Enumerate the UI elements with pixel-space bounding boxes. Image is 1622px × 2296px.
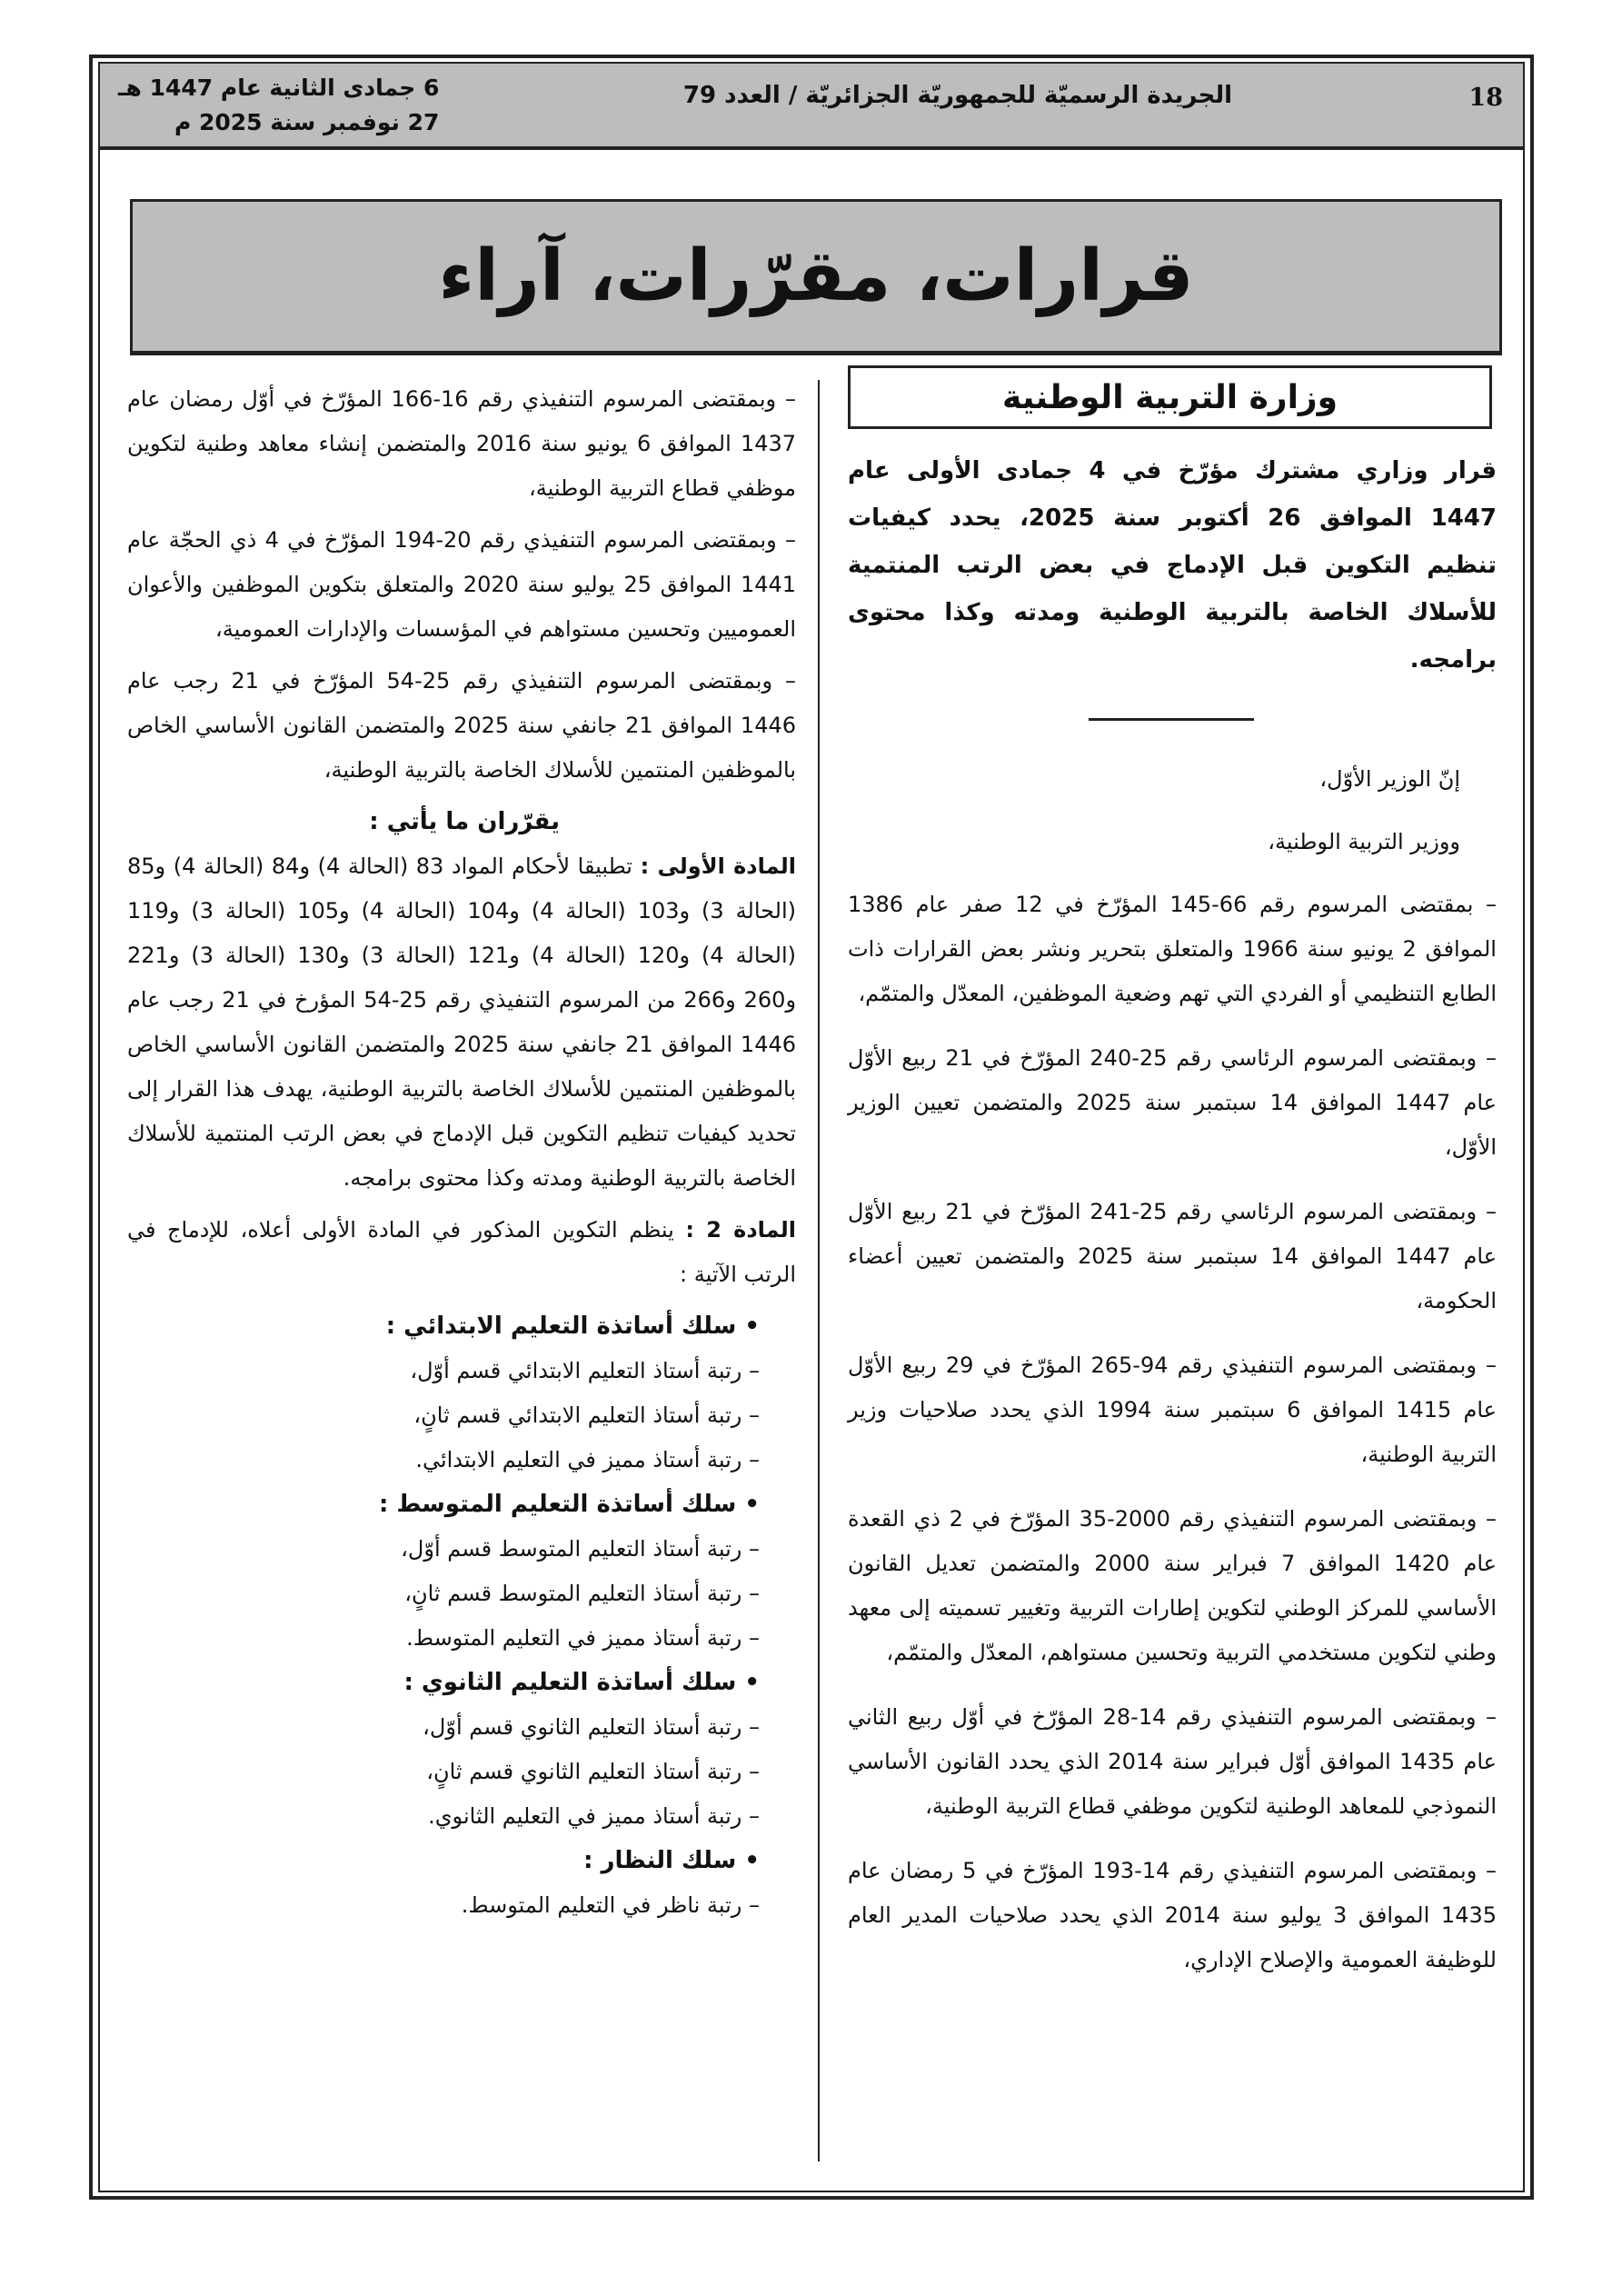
gregorian-date: 27 نوفمبر سنة 2025 م: [174, 109, 440, 135]
preamble-paragraph: – وبمقتضى المرسوم التنفيذي رقم 2000-35 المؤرّخ في 2 ذي القعدة عام 1420 الموافق 7 فبراير سنة 2000 والمتضمن تعديل القانون الأساسي للمركز الوطني لتكوين إطارات التربية وتغيير تسميته إلى معهد وطني لتكوين مستخدمي التربية وتحسين مستواهم، المعدّل والمتمّم،: [848, 1506, 1498, 1665]
decision-title: قرار وزاري مشترك مؤرّخ في 4 جمادى الأولى عام 1447 الموافق 26 أكتوبر سنة 2025، يحدد كيفيات تنظيم التكوين قبل الإدماج في بعض الرتب المنتمية للأسلاك الخاصة بالتربية الوطنية ومدته وكذا محتوى برامجه.: [848, 457, 1498, 674]
corps-title: • سلك أساتذة التعليم المتوسط :: [378, 1491, 760, 1518]
rank-item: – رتبة أستاذ مميز في التعليم المتوسط.: [406, 1625, 760, 1651]
rank-item: – رتبة أستاذ مميز في التعليم الثانوي.: [428, 1803, 760, 1829]
separator-rule: [1089, 718, 1254, 721]
right-column: [848, 365, 1497, 2002]
article-1-text: تطبيقا لأحكام المواد 83 (الحالة 4) و84 (الحالة 4) و85 (الحالة 3) و103 (الحالة 4) و104 (الحالة 4) و105 (الحالة 3) و119 (الحالة 4) و120 (الحالة 4) و121 (الحالة 3) و130 (الحالة 3) و221 و260 و266 من المرسوم التنفيذي رقم 25-54 المؤرخ في 21 رجب عام 1446 الموافق 21 جانفي سنة 2025 والمتضمن القانون الأساسي الخاص بالموظفين المنتمين للأسلاك الخاصة بالتربية الوطنية، يهدف هذا القرار إلى تحديد كيفيات تنظيم التكوين قبل الإدماج في بعض الرتب المنتمية للأسلاك الخاصة بالتربية الوطنية ومدته وكذا محتوى برامجه.: [127, 854, 797, 1191]
intro-line: إنّ الوزير الأوّل،: [1319, 766, 1460, 792]
article-2: [127, 1208, 796, 1297]
article-2-label: المادة 2 :: [685, 1217, 797, 1243]
rank-item: – رتبة أستاذ التعليم الثانوي قسم أوّل،: [423, 1714, 760, 1740]
column-divider: [818, 380, 820, 2161]
preamble-paragraph: – وبمقتضى المرسوم التنفيذي رقم 25-54 المؤرّخ في 21 رجب عام 1446 الموافق 21 جانفي سنة 2025 والمتضمن القانون الأساسي الخاص بالموظفين المنتمين للأسلاك الخاصة بالتربية الوطنية،: [127, 668, 797, 783]
gazette-header: [100, 64, 1523, 150]
preamble-paragraph: – وبمقتضى المرسوم التنفيذي رقم 16-166 المؤرّخ في أوّل رمضان عام 1437 الموافق 6 يونيو سنة 2016 والمتضمن إنشاء معاهد وطنية لتكوين موظفي قطاع التربية الوطنية،: [127, 386, 797, 501]
left-column: [127, 377, 796, 1928]
intro-line: ووزير التربية الوطنية،: [1268, 829, 1460, 854]
rank-item: – رتبة أستاذ التعليم المتوسط قسم ثانٍ،: [404, 1581, 760, 1606]
article-1-label: المادة الأولى :: [640, 854, 796, 879]
ministry-name: وزارة التربية الوطنية: [1001, 378, 1338, 416]
preamble-paragraph: – وبمقتضى المرسوم التنفيذي رقم 94-265 المؤرّخ في 29 ربيع الأوّل عام 1415 الموافق 6 سبتمبر سنة 1994 الذي يحدد صلاحيات وزير التربية الوطنية،: [848, 1353, 1498, 1467]
section-title-box: [130, 199, 1502, 355]
preamble-paragraph: – وبمقتضى المرسوم التنفيذي رقم 20-194 المؤرّخ في 4 ذي الحجّة عام 1441 الموافق 25 يوليو سنة 2020 والمتعلق بتكوين الموظفين والأعوان العموميين وتحسين مستواهم في المؤسسات والإدارات العمومية،: [127, 527, 797, 642]
corps-title: • سلك أساتذة التعليم الثانوي :: [403, 1669, 760, 1696]
preamble-paragraph: – وبمقتضى المرسوم التنفيذي رقم 14-193 المؤرّخ في 5 رمضان عام 1435 الموافق 3 يوليو سنة 2014 الذي يحدد صلاحيات المدير العام للوظيفة العمومية والإصلاح الإداري،: [848, 1858, 1497, 1972]
rank-item: – رتبة أستاذ التعليم الابتدائي قسم أوّل،: [410, 1358, 760, 1383]
rank-item: – رتبة أستاذ مميز في التعليم الابتدائي.: [415, 1447, 760, 1472]
section-title: قرارات، مقرّرات، آراء: [438, 235, 1194, 317]
preamble-paragraph: – وبمقتضى المرسوم الرئاسي رقم 25-240 المؤرّخ في 21 ربيع الأوّل عام 1447 الموافق 14 سبتمبر سنة 2025 والمتضمن تعيين الوزير الأوّل،: [848, 1045, 1498, 1160]
decide-heading: يقرّران ما يأتي :: [369, 808, 560, 835]
article-2-text: ينظم التكوين المذكور في المادة الأولى أعلاه، للإدماج في الرتب الآتية :: [127, 1217, 796, 1287]
issue-date: [118, 71, 439, 140]
rank-item: – رتبة أستاذ التعليم الابتدائي قسم ثانٍ،: [413, 1403, 760, 1428]
hijri-date: 6 جمادى الثانية عام 1447 هـ: [118, 75, 440, 101]
gazette-title: الجريدة الرسميّة للجمهوريّة الجزائريّة / العدد 79: [682, 82, 1232, 109]
rank-item: – رتبة ناظر في التعليم المتوسط.: [461, 1892, 760, 1918]
preamble-paragraph: – وبمقتضى المرسوم الرئاسي رقم 25-241 المؤرّخ في 21 ربيع الأوّل عام 1447 الموافق 14 سبتمبر سنة 2025 والمتضمن تعيين أعضاء الحكومة،: [848, 1199, 1498, 1313]
corps-title: • سلك النظار :: [583, 1847, 760, 1874]
preamble-paragraph: – بمقتضى المرسوم رقم 66-145 المؤرّخ في 12 صفر عام 1386 الموافق 2 يونيو سنة 1966 والمتعلق بتحرير ونشر بعض القرارات ذات الطابع التنظيمي أو الفردي التي تهم وضعية الموظفين، المعدّل والمتمّم،: [848, 892, 1498, 1006]
rank-item: – رتبة أستاذ التعليم المتوسط قسم أوّل،: [401, 1536, 760, 1562]
rank-item: – رتبة أستاذ التعليم الثانوي قسم ثانٍ،: [426, 1759, 760, 1784]
article-1: [127, 844, 796, 1201]
preamble-paragraph: – وبمقتضى المرسوم التنفيذي رقم 14-28 المؤرّخ في أوّل ربيع الثاني عام 1435 الموافق أوّل فبراير سنة 2014 الذي يحدد القانون الأساسي النموذجي للمعاهد الوطنية لتكوين موظفي قطاع التربية الوطنية،: [848, 1704, 1498, 1819]
page-number: 18: [1468, 84, 1503, 112]
corps-title: • سلك أساتذة التعليم الابتدائي :: [385, 1313, 760, 1340]
ministry-box: [848, 365, 1492, 429]
